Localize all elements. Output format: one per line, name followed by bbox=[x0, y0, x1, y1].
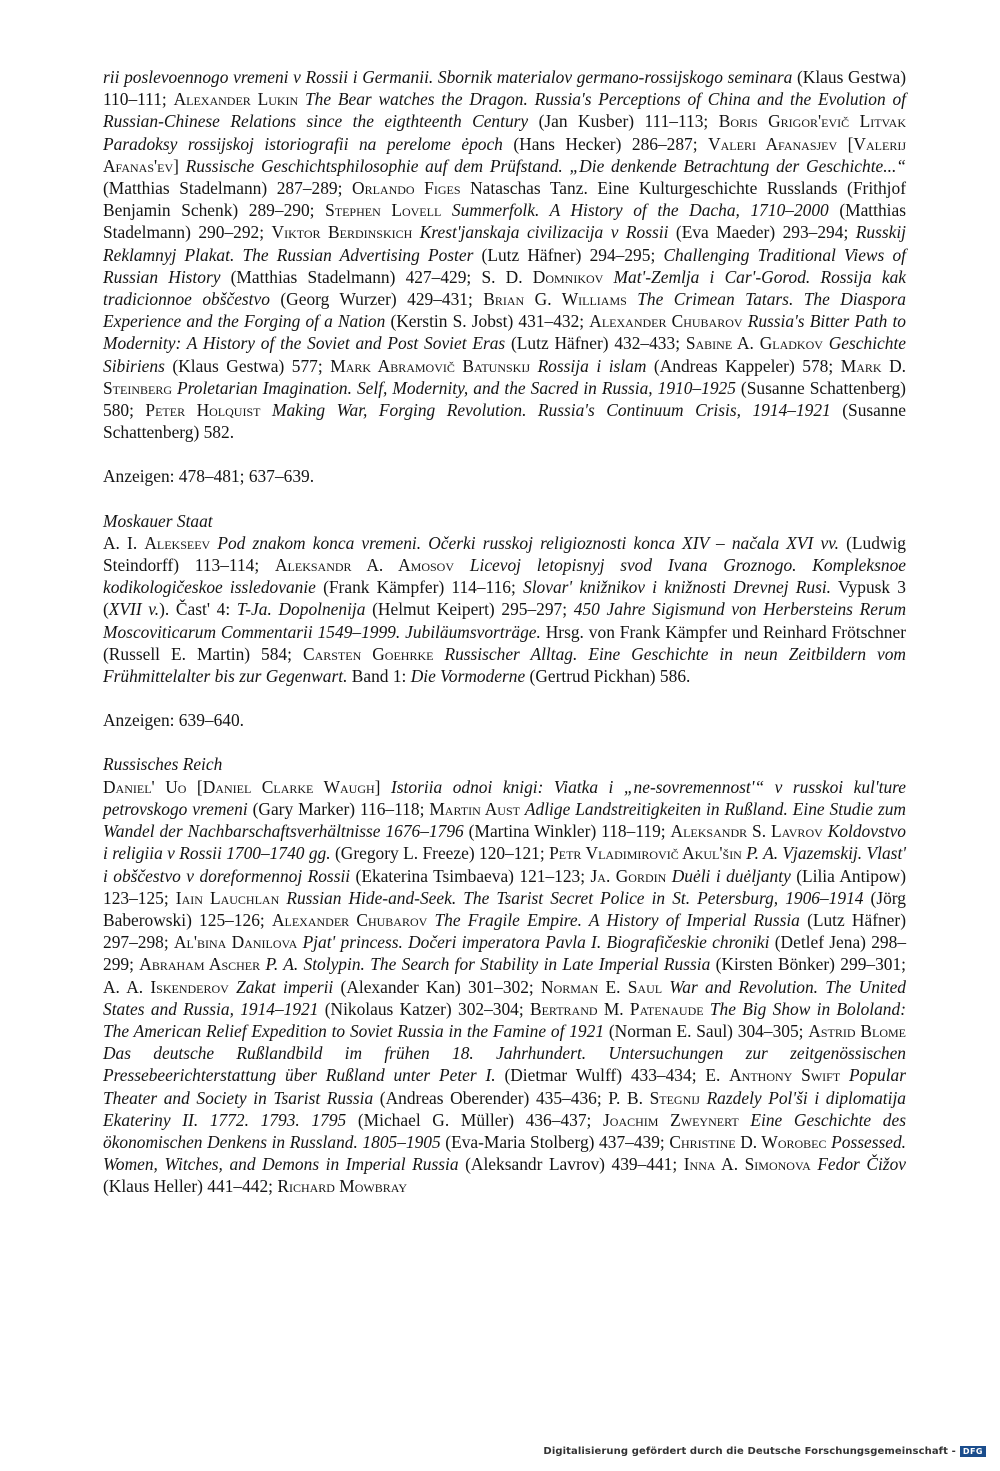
text-run: (Susanne Schattenberg) 580; bbox=[103, 377, 906, 421]
text-run: (Frank Kämpfer) 114–116; bbox=[315, 577, 524, 598]
text-run: (Matthias Stadelmann) 287–289; bbox=[103, 178, 353, 199]
author-name: Orlando Figes bbox=[352, 178, 461, 199]
author-name: Astrid Blome bbox=[808, 1020, 906, 1041]
author-name: Aleksandr A. Amosov bbox=[274, 555, 455, 576]
author-name: Stegnij bbox=[649, 1087, 700, 1108]
text-run bbox=[603, 267, 613, 287]
text-run: (Andreas Kappeler) 578; bbox=[646, 355, 841, 376]
text-run bbox=[260, 400, 272, 420]
text-run: (Gregory L. Freeze) 120–121; bbox=[330, 843, 550, 864]
text-run bbox=[380, 777, 391, 797]
text-run: (Andreas Oberender) 435–436; P. B. bbox=[373, 1087, 650, 1108]
text-run: Hrsg. von Frank Kämpfer und Reinhard Frötschner (Russell E. Martin) 584; bbox=[103, 621, 906, 664]
italic-title: Zakat imperii bbox=[236, 976, 334, 997]
author-name: Alexander Chubarov bbox=[271, 909, 428, 930]
italic-title: Eine Geschichte des ökonomischen Denkens in Russland. 1805–1905 bbox=[103, 1109, 906, 1152]
text-run: (Susanne Schattenberg) 582. bbox=[103, 400, 907, 443]
italic-title: Pjat' princess. Dočeri imperatora Pavla I. Biografičeskie chroniki bbox=[302, 932, 770, 953]
text-run: ). Čast' 4: bbox=[159, 599, 237, 620]
footer-text: Digitalisierung gefördert durch die Deutsche Forschungsgemeinschaft - bbox=[543, 1446, 956, 1457]
author-name: Mark D. Steinberg bbox=[103, 355, 906, 398]
author-name: Christine D. Worobec bbox=[669, 1131, 827, 1152]
text-run bbox=[700, 1088, 707, 1108]
italic-title: P. A. Stolypin. The Search for Stability in Late Imperial Russia bbox=[265, 954, 711, 975]
index-paragraph-2 bbox=[103, 532, 906, 687]
italic-title: Mat'-Zemlja i Car'-Gorod. Rossija kak tradicionnoe obščestvo bbox=[103, 266, 906, 310]
author-name: Iain Lauchlan bbox=[175, 887, 280, 908]
italic-title: The Fragile Empire. A History of Imperial Russia bbox=[434, 909, 800, 930]
author-name: Richard Mowbray bbox=[277, 1176, 408, 1197]
author-name: Boris Grigor'evič Litvak bbox=[718, 111, 906, 132]
text-run: (Detlef Jena) 298–299; bbox=[103, 932, 907, 975]
text-run: (Lutz Häfner) 297–298; bbox=[103, 909, 906, 953]
italic-title: Russische Geschichtsphilosophie auf dem Prüfstand. „Die denkende Betrachtung der Geschichte...“ bbox=[185, 155, 906, 176]
author-name: Sabine A. Gladkov bbox=[685, 333, 823, 354]
text-run bbox=[412, 222, 419, 242]
text-run: (Aleksandr Lavrov) 439–441; bbox=[458, 1154, 684, 1175]
author-name: Peter Holquist bbox=[145, 400, 261, 421]
italic-title: Russia's Bitter Path to Modernity: A History of the Soviet and Post Soviet Eras bbox=[103, 311, 906, 354]
text-run: (Kerstin S. Jobst) 431–432; bbox=[385, 311, 590, 332]
italic-title: Pod znakom konca vremeni. Očerki russkoj religioznosti konca XIV – načala XVI vv. bbox=[217, 532, 839, 553]
italic-title: Proletarian Imagination. Self, Modernity, and the Sacred in Russia, 1910–1925 bbox=[177, 377, 736, 398]
text-run: Vypusk 3 ( bbox=[103, 577, 906, 620]
text-run: (Georg Wurzer) 429–431; bbox=[269, 289, 484, 310]
index-paragraph-3 bbox=[103, 776, 906, 1198]
author-name: Petr Vladimirovič Akul'šin bbox=[549, 843, 742, 864]
text-run: A. I. bbox=[103, 532, 145, 553]
text-run: (Gertrud Pickhan) 586. bbox=[525, 666, 691, 687]
author-name: Joachim Zweynert bbox=[603, 1109, 739, 1130]
italic-title: Russian Hide-and-Seek. The Tsarist Secret Police in St. Petersburg, 1906–1914 bbox=[286, 887, 864, 908]
author-name: Aleksandr S. Lavrov bbox=[670, 821, 823, 842]
section-heading-russisches-reich: Russisches Reich bbox=[103, 754, 223, 775]
italic-title: Making War, Forging Revolution. Russia's Continuum Crisis, 1914–1921 bbox=[271, 400, 831, 421]
text-run: (Kirsten Bönker) 299–301; A. A. bbox=[103, 954, 907, 997]
text-run bbox=[441, 200, 452, 220]
author-name: Brian G. Williams bbox=[483, 289, 627, 310]
italic-title: Russkij Reklamnyj Plakat. The Russian Advertising Poster bbox=[103, 222, 906, 265]
italic-title: Krest'janskaja civilizacija v Rossii bbox=[419, 222, 669, 243]
italic-title: P. A. Vjazemskij. Vlast' i obščestvo v doreformennoj Rossii bbox=[103, 843, 906, 886]
author-name: Inna A. Simonova bbox=[683, 1154, 811, 1175]
text-run: (Klaus Heller) 441–442; bbox=[103, 1176, 278, 1197]
author-name: Carsten Goehrke bbox=[302, 643, 434, 664]
text-run: (Lutz Häfner) 432–433; bbox=[505, 333, 686, 354]
author-name: Viktor Berdinskich bbox=[271, 222, 413, 243]
italic-title: XVII v. bbox=[108, 599, 160, 620]
text-run: (Eva Maeder) 293–294; bbox=[668, 222, 856, 243]
text-run: Band 1: bbox=[347, 666, 411, 687]
text-run bbox=[530, 356, 538, 376]
italic-title: Geschichte Sibiriens bbox=[103, 333, 907, 376]
text-run bbox=[179, 156, 186, 176]
italic-title: Fedor Čižov bbox=[817, 1154, 906, 1175]
italic-title: Licevoj letopisnyj svod Ivana Groznogo. Kompleksnoe kodikologičeskoe issledovanie bbox=[103, 555, 906, 598]
text-run: (Gary Marker) 116–118; bbox=[247, 798, 430, 819]
author-name: Alexander Lukin bbox=[173, 89, 299, 110]
italic-title: Russischer Alltag. Eine Geschichte in neun Zeitbildern vom Frühmittelalter bis zur Gegenwart. bbox=[103, 643, 906, 687]
italic-title: Duėli i duėljanty bbox=[671, 865, 791, 886]
italic-title: Possessed. Women, Witches, and Demons in Imperial Russia bbox=[103, 1131, 906, 1175]
author-name: Mark Abramovič Batunskij bbox=[330, 355, 531, 376]
author-name: Alexander Chubarov bbox=[589, 311, 743, 332]
text-run: (Klaus Gestwa) 110–111; bbox=[103, 67, 906, 110]
author-name: Abraham Ascher bbox=[139, 954, 261, 975]
italic-title: The Bear watches the Dragon. Russia's Perceptions of China and the Evolution of Russian-Chinese Relations since the eigthteenth Century bbox=[103, 89, 906, 132]
text-run: (Matthias Stadelmann) 290–292; bbox=[103, 200, 906, 243]
italic-title: Summerfolk. A History of the Dacha, 1710–2000 bbox=[451, 200, 829, 221]
text-run: (Hans Hecker) 286–287; bbox=[502, 133, 709, 154]
text-run: (Lutz Häfner) 294–295; bbox=[473, 244, 664, 265]
text-run bbox=[739, 1110, 751, 1130]
text-run: (Ludwig Steindorff) 113–114; bbox=[103, 532, 906, 576]
page-body bbox=[103, 66, 906, 1198]
italic-title: Adlige Landstreitigkeiten in Rußland. Eine Studie zum Wandel der Nachbarschaftsverhältnisse 1676–1796 bbox=[103, 798, 906, 842]
italic-title: Paradoksy rossijskoj istoriografii na perelome ėpoch bbox=[103, 133, 503, 154]
italic-title: The Crimean Tatars. The Diaspora Experience and the Forging of a Nation bbox=[103, 289, 906, 332]
italic-title: Challenging Traditional Views of Russian History bbox=[103, 244, 906, 287]
text-run bbox=[840, 1065, 849, 1085]
italic-title: rii poslevoennogo vremeni v Rossii i Germanii. Sbornik materialov germano-rossijskogo seminara bbox=[103, 67, 793, 87]
text-run: (Michael G. Müller) 436–437; bbox=[346, 1109, 604, 1130]
author-name: Al'bina Danilova bbox=[173, 932, 298, 953]
author-name: Stephen Lovell bbox=[325, 200, 442, 221]
italic-title: Die Vormoderne bbox=[410, 666, 526, 687]
author-name: Norman E. Saul bbox=[541, 976, 663, 997]
italic-title: Popular Theater and Society in Tsarist Russia bbox=[103, 1065, 906, 1108]
text-run: (Helmut Keipert) 295–297; bbox=[365, 599, 574, 620]
italic-title: Razdely Pol'ši i diplomatija Ekateriny II. 1772. 1793. 1795 bbox=[103, 1087, 906, 1130]
author-name: Ja. Gordin bbox=[590, 865, 667, 886]
text-run: (Martina Winkler) 118–119; bbox=[463, 821, 671, 842]
italic-title: War and Revolution. The United States and Russia, 1914–1921 bbox=[103, 976, 906, 1019]
italic-title: Slovar' knižnikov i knižnosti Drevnej Rusi. bbox=[523, 577, 832, 598]
author-name: Iskenderov bbox=[150, 976, 229, 997]
author-name: Valeri Afanasjev [Valerij Afanas'ev] bbox=[103, 133, 906, 176]
dfg-logo: DFG bbox=[960, 1446, 986, 1457]
author-name: Daniel' Uo [Daniel Clarke Waugh] bbox=[103, 776, 381, 797]
author-name: Domnikov bbox=[532, 266, 604, 287]
italic-title: Koldovstvo i religiia v Rossii 1700–1740 gg. bbox=[103, 821, 906, 864]
text-run bbox=[433, 644, 444, 664]
text-run: (Jörg Baberowski) 125–126; bbox=[103, 887, 906, 930]
text-run: (Lilia Antipow) 123–125; bbox=[103, 865, 906, 908]
text-run: (Norman E. Saul) 304–305; bbox=[604, 1020, 809, 1041]
index-paragraph-1 bbox=[103, 66, 906, 443]
italic-title: Das deutsche Rußlandbild im frühen 18. Jahrhundert. Untersuchungen zur zeitgenössischen Pressebeerichterstattung über Rußland unter Peter I. bbox=[103, 1043, 906, 1086]
italic-title: 450 Jahre Sigismund von Herbersteins Rerum Moscoviticarum Commentarii 1549–1999. Jubiläumsvorträge. bbox=[103, 599, 906, 642]
text-run: (Alexander Kan) 301–302; bbox=[333, 976, 542, 997]
section-heading-moskauer-staat: Moskauer Staat bbox=[103, 510, 213, 531]
text-run bbox=[627, 289, 637, 309]
text-run bbox=[454, 555, 470, 575]
text-run: (Klaus Gestwa) 577; bbox=[164, 355, 331, 376]
text-run: Nataschas Tanz. Eine Kulturgeschichte Russlands (Frithjof Benjamin Schenk) 289–290; bbox=[103, 178, 906, 221]
text-run: (Nikolaus Katzer) 302–304; bbox=[318, 998, 530, 1019]
text-run: (Eva-Maria Stolberg) 437–439; bbox=[440, 1131, 670, 1152]
ads-line-2: Anzeigen: 639–640. bbox=[103, 710, 245, 731]
italic-title: Istoriia odnoi knigi: Viatka i „ne-sovremennost'“ v russkoi kul'ture petrovskogo vremeni bbox=[103, 776, 906, 819]
author-name: Alekseev bbox=[144, 532, 211, 553]
text-run bbox=[298, 89, 305, 109]
text-run: (Dietmar Wulff) 433–434; E. bbox=[495, 1065, 730, 1086]
author-name: Bertrand M. Patenaude bbox=[530, 998, 704, 1019]
author-name: Martin Aust bbox=[429, 798, 520, 819]
text-run: (Matthias Stadelmann) 427–429; S. D. bbox=[220, 266, 533, 287]
text-run: (Jan Kusber) 111–113; bbox=[528, 111, 719, 132]
text-run: (Ekaterina Tsimbaeva) 121–123; bbox=[350, 865, 591, 886]
digitization-footer bbox=[543, 1446, 986, 1457]
italic-title: Rossija i islam bbox=[537, 355, 647, 376]
author-name: Anthony Swift bbox=[729, 1065, 841, 1086]
italic-title: The Big Show in Bololand: The American Relief Expedition to Soviet Russia in the Famine of 1921 bbox=[103, 998, 906, 1041]
italic-title: T-Ja. Dopolnenija bbox=[236, 599, 366, 620]
ads-line-1: Anzeigen: 478–481; 637–639. bbox=[103, 466, 315, 487]
